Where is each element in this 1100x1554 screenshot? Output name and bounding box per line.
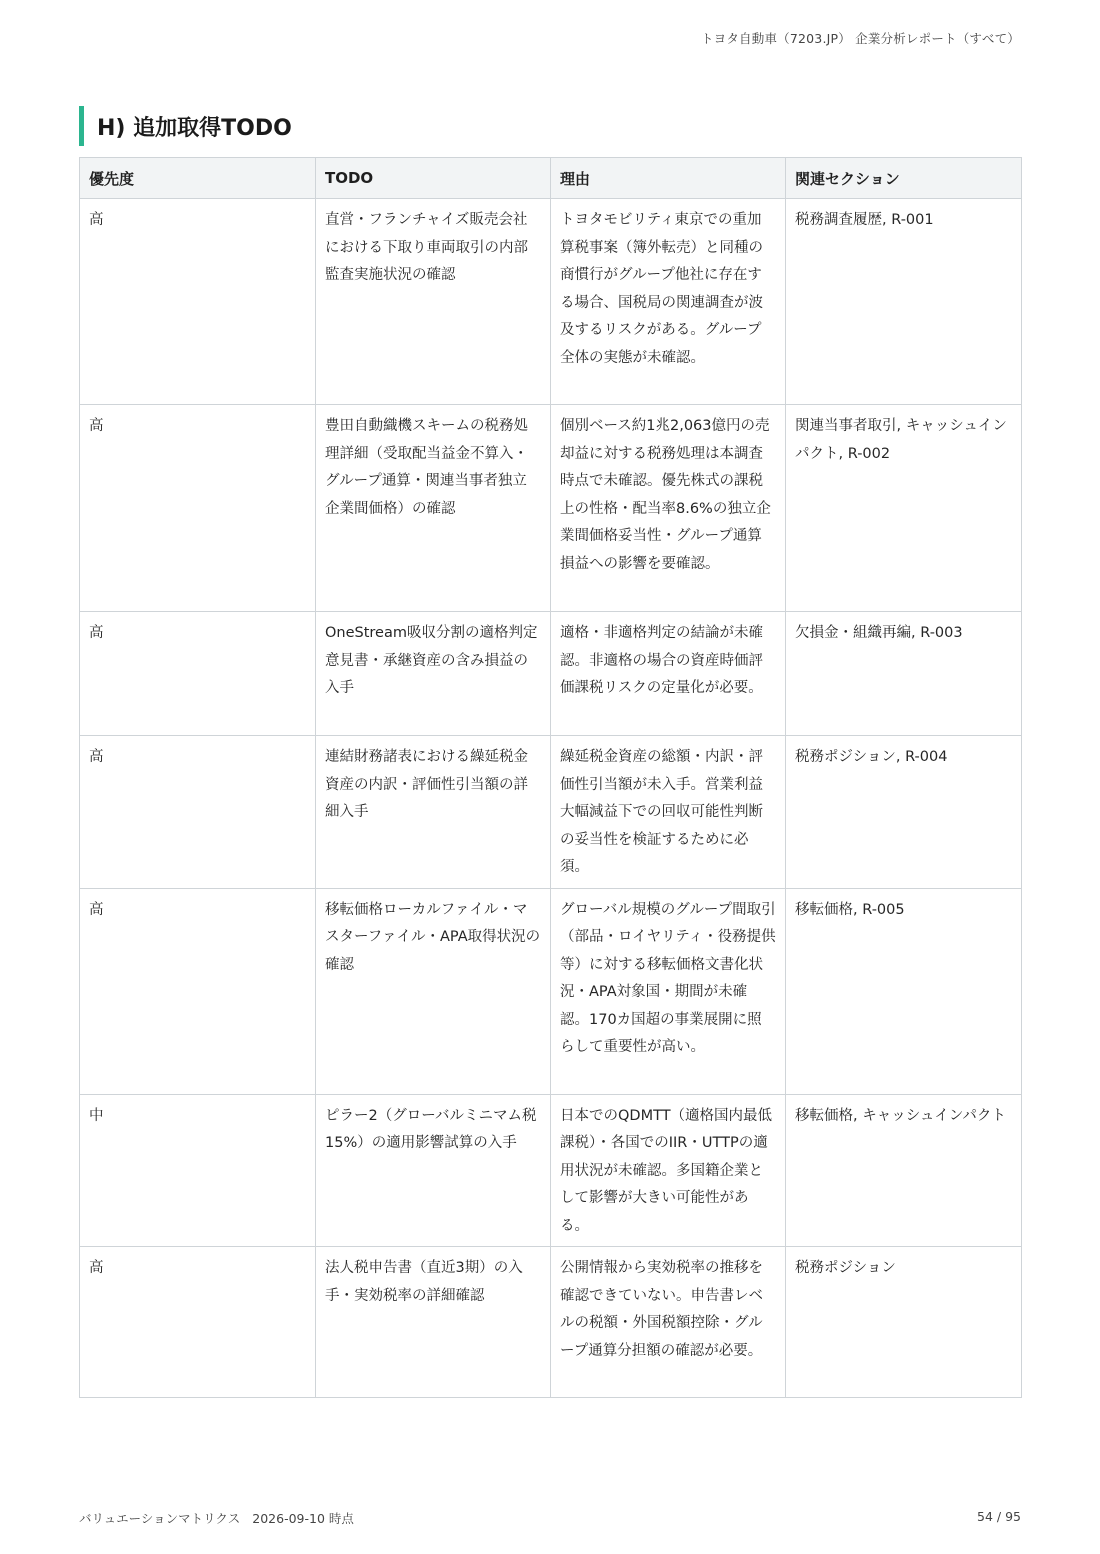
- priority-cell: 高: [80, 736, 316, 889]
- todo-table: [79, 157, 1022, 1398]
- reason-cell: 日本でのQDMTT（適格国内最低課税）・各国でのIIR・UTTPの適用状況が未確認。多国籍企業として影響が大きい可能性がある。: [551, 1094, 786, 1247]
- table-row: [80, 405, 1022, 612]
- priority-cell: 高: [80, 888, 316, 1094]
- priority-cell: 中: [80, 1094, 316, 1247]
- column-header-reason: 理由: [551, 158, 786, 199]
- todo-cell: 法人税申告書（直近3期）の入手・実効税率の詳細確認: [316, 1247, 551, 1398]
- table-row: [80, 612, 1022, 736]
- reason-cell: 適格・非適格判定の結論が未確認。非適格の場合の資産時価評価課税リスクの定量化が必要。: [551, 612, 786, 736]
- reason-cell: 繰延税金資産の総額・内訳・評価性引当額が未入手。営業利益大幅減益下での回収可能性判断の妥当性を検証するために必須。: [551, 736, 786, 889]
- section-title: [79, 106, 292, 146]
- column-header-priority: 優先度: [80, 158, 316, 199]
- table-row: [80, 1247, 1022, 1398]
- table-row: [80, 1094, 1022, 1247]
- running-header: トヨタ自動車（7203.JP） 企業分析レポート（すべて）: [700, 31, 1020, 46]
- todo-cell: 移転価格ローカルファイル・マスターファイル・APA取得状況の確認: [316, 888, 551, 1094]
- page-number: 54 / 95: [977, 1509, 1021, 1524]
- related-section-cell: 移転価格, キャッシュインパクト: [786, 1094, 1022, 1247]
- priority-cell: 高: [80, 405, 316, 612]
- column-header-related-section: 関連セクション: [786, 158, 1022, 199]
- related-section-cell: 税務ポジション, R-004: [786, 736, 1022, 889]
- column-header-todo: TODO: [316, 158, 551, 199]
- table-row: [80, 888, 1022, 1094]
- header-row: [80, 158, 1022, 199]
- table-row: [80, 736, 1022, 889]
- todo-cell: OneStream吸収分割の適格判定意見書・承継資産の含み損益の入手: [316, 612, 551, 736]
- priority-cell: 高: [80, 1247, 316, 1398]
- todo-table-body: [80, 199, 1022, 1398]
- priority-cell: 高: [80, 199, 316, 405]
- reason-cell: トヨタモビリティ東京での重加算税事案（簿外転売）と同種の商慣行がグループ他社に存在する場合、国税局の関連調査が波及するリスクがある。グループ全体の実態が未確認。: [551, 199, 786, 405]
- reason-cell: 公開情報から実効税率の推移を確認できていない。申告書レベルの税額・外国税額控除・グループ通算分担額の確認が必要。: [551, 1247, 786, 1398]
- todo-cell: ピラー2（グローバルミニマム税15%）の適用影響試算の入手: [316, 1094, 551, 1247]
- footer-timestamp: 2026-09-10 時点: [252, 1511, 354, 1526]
- todo-cell: 連結財務諸表における繰延税金資産の内訳・評価性引当額の詳細入手: [316, 736, 551, 889]
- todo-cell: 直営・フランチャイズ販売会社における下取り車両取引の内部監査実施状況の確認: [316, 199, 551, 405]
- footer-publisher-info: [79, 1509, 354, 1527]
- table-row: [80, 199, 1022, 405]
- related-section-cell: 欠損金・組織再編, R-003: [786, 612, 1022, 736]
- todo-table-header: [80, 158, 1022, 199]
- priority-cell: 高: [80, 612, 316, 736]
- related-section-cell: 税務ポジション: [786, 1247, 1022, 1398]
- related-section-cell: 関連当事者取引, キャッシュインパクト, R-002: [786, 405, 1022, 612]
- reason-cell: 個別ベース約1兆2,063億円の売却益に対する税務処理は本調査時点で未確認。優先株式の課税上の性格・配当率8.6%の独立企業間価格妥当性・グループ通算損益への影響を要確認。: [551, 405, 786, 612]
- related-section-cell: 税務調査履歴, R-001: [786, 199, 1022, 405]
- todo-cell: 豊田自動織機スキームの税務処理詳細（受取配当益金不算入・グループ通算・関連当事者独立企業間価格）の確認: [316, 405, 551, 612]
- related-section-cell: 移転価格, R-005: [786, 888, 1022, 1094]
- reason-cell: グローバル規模のグループ間取引（部品・ロイヤリティ・役務提供等）に対する移転価格文書化状況・APA対象国・期間が未確認。170カ国超の事業展開に照らして重要性が高い。: [551, 888, 786, 1094]
- section-title-text: H) 追加取得TODO: [97, 115, 292, 141]
- footer-publisher: バリュエーションマトリクス: [79, 1511, 241, 1526]
